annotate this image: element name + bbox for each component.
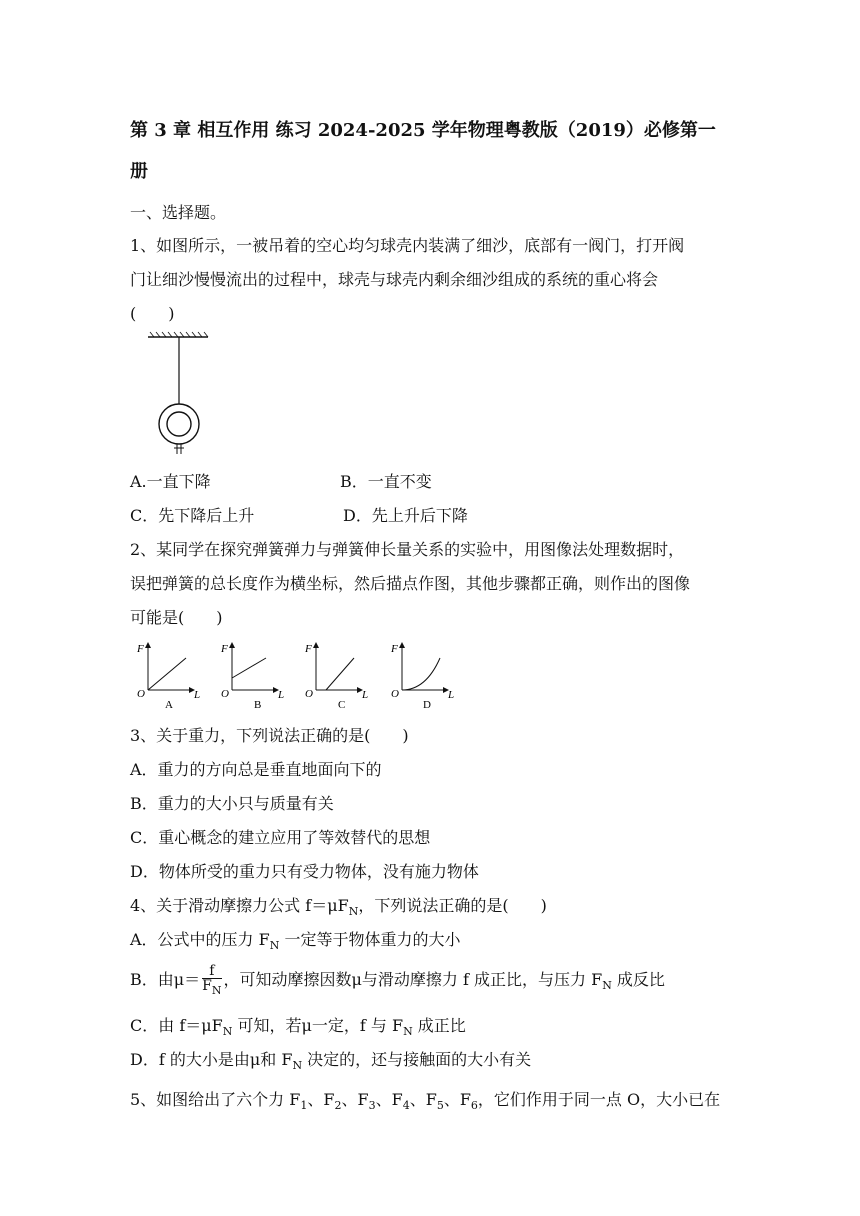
q2-a-axis-f: F <box>137 643 144 655</box>
q5-sep-5: 、F <box>443 1090 471 1109</box>
q2-graph-label-b: B <box>254 699 262 711</box>
q2-c-axis-l: L <box>362 689 369 701</box>
q2-d-axis-l: L <box>448 689 455 701</box>
q5-sub-1: 1 <box>300 1099 308 1113</box>
q2-graph-label-a: A <box>165 699 173 711</box>
q1-option-c: C．先下降后上升 <box>130 506 255 525</box>
q3-stem: 3、关于重力，下列说法正确的是( ) <box>130 726 409 745</box>
q4-b-den-sub: N <box>211 983 222 997</box>
q4-c-sub1: N <box>222 1025 233 1039</box>
q2-stem-line2: 误把弹簧的总长度作为横坐标，然后描点作图，其他步骤都正确，则作出的图像 <box>130 574 691 593</box>
q3-option-c: C．重心概念的建立应用了等效替代的思想 <box>130 828 431 847</box>
q4-a-sub: N <box>269 939 280 953</box>
q4-stem-sub: N <box>348 905 359 919</box>
q2-stem-line3: 可能是( ) <box>130 608 223 627</box>
q4-d-pre: D．f 的大小是由μ和 F <box>130 1050 293 1069</box>
q2-graph-d <box>388 640 468 712</box>
q1-option-d: D．先上升后下降 <box>343 506 468 525</box>
q4-option-d <box>130 1050 531 1076</box>
q1-paren: ( ) <box>130 304 175 323</box>
q4-stem-pre: 4、关于滑动摩擦力公式 f＝μF <box>130 896 349 915</box>
q5-sub-2: 2 <box>334 1099 342 1113</box>
q2-b-origin: O <box>221 688 229 700</box>
q2-d-axis-f: F <box>391 643 398 655</box>
q4-d-sub: N <box>292 1059 303 1073</box>
q1-stem-line2: 门让细沙慢慢流出的过程中，球壳与球壳内剩余细沙组成的系统的重心将会 <box>130 270 659 289</box>
q4-b-fraction-denominator <box>202 979 221 998</box>
q2-c-origin: O <box>305 688 313 700</box>
q5-sep-1: 、F <box>307 1090 335 1109</box>
section-heading: 一、选择题。 <box>130 203 227 222</box>
q5-sep-2: 、F <box>341 1090 369 1109</box>
q4-option-a <box>130 930 460 956</box>
q4-c-post: 成正比 <box>412 1016 466 1035</box>
q2-graph-c <box>302 640 382 712</box>
q4-b-mid: ，可知动摩擦因数μ与滑动摩擦力 f 成正比，与压力 F <box>223 970 603 989</box>
q4-b-fraction <box>202 964 221 998</box>
q5-sep-4: 、F <box>409 1090 437 1109</box>
q1-stem-line1: 1、如图所示，一被吊着的空心均匀球壳内装满了细沙，底部有一阀门，打开阀 <box>130 236 685 255</box>
q4-a-pre: A．公式中的压力 F <box>130 930 270 949</box>
q4-d-post: 决定的，还与接触面的大小有关 <box>302 1050 532 1069</box>
q2-d-origin: O <box>391 688 399 700</box>
q2-a-axis-l: L <box>194 689 201 701</box>
q4-a-post: 一定等于物体重力的大小 <box>279 930 461 949</box>
q4-c-pre: C．由 f＝μF <box>130 1016 223 1035</box>
q2-b-axis-l: L <box>278 689 285 701</box>
q4-stem <box>130 896 547 922</box>
q4-b-den-text: F <box>202 977 212 994</box>
q2-a-origin: O <box>137 688 145 700</box>
q4-c-mid: 可知，若μ一定，f 与 F <box>232 1016 404 1035</box>
q1-option-a: A.一直下降 <box>130 472 211 491</box>
q4-option-c <box>130 1016 466 1042</box>
q4-b-post: 成反比 <box>611 970 665 989</box>
q1-hanging-shell-figure <box>140 332 240 462</box>
q4-b-pre: B．由μ＝ <box>130 970 201 989</box>
q2-stem-line1: 2、某同学在探究弹簧弹力与弹簧伸长量关系的实验中，用图像法处理数据时， <box>130 540 685 559</box>
q5-sub-4: 4 <box>402 1099 410 1113</box>
q4-stem-post: ，下列说法正确的是( ) <box>358 896 547 915</box>
page-title-line2: 册 <box>130 161 148 182</box>
q5-sub-6: 6 <box>470 1099 478 1113</box>
q4-b-sub: N <box>602 979 612 993</box>
q5-stem <box>130 1090 720 1116</box>
q4-b-fraction-numerator: f <box>202 964 221 979</box>
q2-graph-a <box>134 640 214 712</box>
q5-post: ，它们作用于同一点 O，大小已在 <box>477 1090 721 1109</box>
q2-graph-label-c: C <box>338 699 346 711</box>
q2-c-axis-f: F <box>305 643 312 655</box>
q3-option-d: D．物体所受的重力只有受力物体，没有施力物体 <box>130 862 479 881</box>
q5-sub-3: 3 <box>368 1099 376 1113</box>
q5-sep-3: 、F <box>375 1090 403 1109</box>
q3-option-b: B．重力的大小只与质量有关 <box>130 794 334 813</box>
q5-sub-5: 5 <box>436 1099 444 1113</box>
q5-pre: 5、如图给出了六个力 F <box>130 1090 301 1109</box>
q2-graph-label-d: D <box>423 699 431 711</box>
q4-c-sub2: N <box>403 1025 413 1039</box>
q3-option-a: A．重力的方向总是垂直地面向下的 <box>130 760 382 779</box>
q4-option-b <box>130 960 665 1006</box>
q2-b-axis-f: F <box>221 643 228 655</box>
page-title-line1: 第 3 章 相互作用 练习 2024-2025 学年物理粤教版（2019）必修第一 <box>130 120 716 141</box>
q1-option-b: B．一直不变 <box>340 472 432 491</box>
q2-graph-b <box>218 640 298 712</box>
